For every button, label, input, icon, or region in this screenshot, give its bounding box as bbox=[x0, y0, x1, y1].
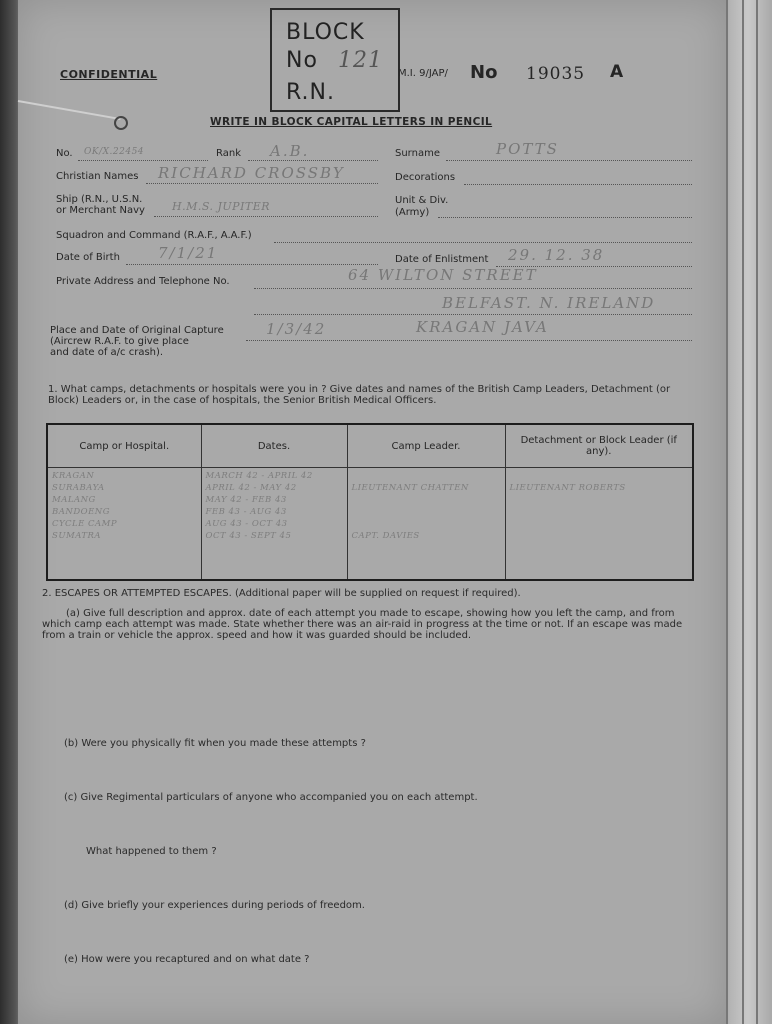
surname-label: Surname bbox=[395, 148, 440, 159]
detachment-leader-cell: LIEUTENANT ROBERTS bbox=[509, 483, 626, 493]
address-label: Private Address and Telephone No. bbox=[56, 276, 230, 287]
instruction-heading: WRITE IN BLOCK CAPITAL LETTERS IN PENCIL bbox=[210, 116, 493, 128]
ship-label-2: or Merchant Navy bbox=[56, 205, 145, 216]
capture-label-3: and date of a/c crash). bbox=[50, 347, 164, 358]
form-letter: A bbox=[610, 62, 624, 82]
escapes-heading: 2. ESCAPES OR ATTEMPTED ESCAPES. (Additional paper will be supplied on request if required). bbox=[42, 588, 521, 599]
col-detachment-header: Detachment or Block Leader (if any). bbox=[505, 424, 693, 468]
block-stamp bbox=[270, 8, 400, 112]
christian-names-label: Christian Names bbox=[56, 171, 139, 182]
question-1-text: 1. What camps, detachments or hospitals were you in ? Give dates and names of the British Camp Leaders, Detachment (or Block) Leaders or, in the case of hospitals, the Senior British Medical Officers. bbox=[48, 384, 671, 406]
escapes-question-d: (d) Give briefly your experiences during periods of freedom. bbox=[64, 900, 365, 911]
no-label: No. bbox=[56, 148, 73, 159]
stamp-block-number: 121 bbox=[338, 48, 383, 73]
form-number: 19035 bbox=[526, 64, 586, 84]
escapes-question-c: (c) Give Regimental particulars of anyone who accompanied you on each attempt. bbox=[64, 792, 478, 803]
stamp-no-text: No bbox=[286, 48, 318, 73]
address-value-line1: 64 WILTON STREET bbox=[348, 266, 538, 284]
dob-value: 7/1/21 bbox=[158, 244, 219, 262]
camps-table-header bbox=[47, 424, 693, 468]
stamp-rn-text: R.N. bbox=[286, 80, 335, 105]
surname-value: POTTS bbox=[496, 140, 559, 158]
escapes-question-a: (a) Give full description and approx. date of each attempt you made to escape, showing how you left the camp, and from which camp each attempt was made. State whether there was an air-raid in progress at the time or not. If an escape was made from a train or vehicle the approx. speed and how it was guarded should be included. bbox=[42, 608, 683, 641]
ship-label-1: Ship (R.N., U.S.N. bbox=[56, 194, 143, 205]
decorations-label: Decorations bbox=[395, 172, 456, 183]
escapes-question-e: (e) How were you recaptured and on what date ? bbox=[64, 954, 310, 965]
escapes-question-b: (b) Were you physically fit when you made these attempts ? bbox=[64, 738, 366, 749]
capture-label-1: Place and Date of Original Capture bbox=[50, 325, 224, 336]
camp-leader-cell: LIEUTENANT CHATTEN CAPT. DAVIES bbox=[351, 483, 469, 541]
escapes-question-c-followup: What happened to them ? bbox=[86, 846, 217, 857]
camp-names-cell: KRAGAN SURABAYA MALANG BANDOENG CYCLE CAMP SUMATRA bbox=[52, 471, 118, 541]
stamp-block-text: BLOCK bbox=[286, 20, 365, 45]
dob-label: Date of Birth bbox=[56, 252, 120, 263]
eyelet-ring bbox=[114, 116, 128, 130]
form-reference: M.I. 9/JAP/ bbox=[398, 68, 448, 79]
unit-label-2: (Army) bbox=[395, 207, 430, 218]
col-camp-header: Camp or Hospital. bbox=[47, 424, 201, 468]
capture-place-value: KRAGAN JAVA bbox=[416, 318, 549, 336]
table-row bbox=[47, 468, 693, 581]
christian-names-value: RICHARD CROSSBY bbox=[158, 164, 345, 182]
enlistment-label: Date of Enlistment bbox=[395, 254, 489, 265]
dates-cell: MARCH 42 - APRIL 42 APRIL 42 - MAY 42 MAY 42 - FEB 43 FEB 43 - AUG 43 AUG 43 - OCT 43 OCT 43 - SEPT 45 bbox=[205, 471, 313, 541]
form-page bbox=[18, 0, 726, 1024]
rank-value: A.B. bbox=[270, 142, 310, 160]
camps-table bbox=[46, 423, 694, 581]
enlistment-value: 29. 12. 38 bbox=[508, 246, 605, 264]
no-value: OK/X.22454 bbox=[84, 147, 145, 157]
capture-date-value: 1/3/42 bbox=[266, 320, 327, 338]
capture-label-2: (Aircrew R.A.F. to give place bbox=[50, 336, 189, 347]
ship-value: H.M.S. JUPITER bbox=[172, 200, 271, 213]
squadron-label: Squadron and Command (R.A.F., A.A.F.) bbox=[56, 230, 252, 241]
rank-label: Rank bbox=[216, 148, 241, 159]
col-dates-header: Dates. bbox=[201, 424, 347, 468]
tag-string bbox=[18, 100, 121, 120]
address-value-line2: BELFAST. N. IRELAND bbox=[442, 294, 656, 312]
form-number-label: No bbox=[470, 62, 498, 83]
confidential-label: CONFIDENTIAL bbox=[60, 68, 158, 81]
unit-label-1: Unit & Div. bbox=[395, 195, 449, 206]
col-leader-header: Camp Leader. bbox=[347, 424, 505, 468]
